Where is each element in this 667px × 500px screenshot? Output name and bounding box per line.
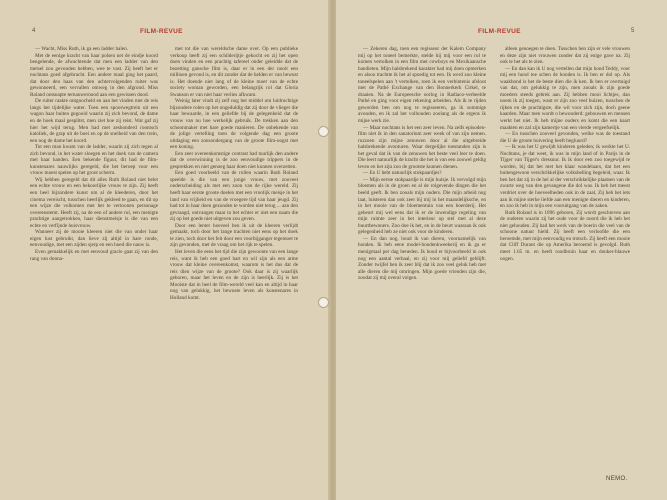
text-column (30, 46, 158, 262)
paragraph: Even gemakkelijk en met eenvoud gracie gaat zij van den rang van donna- (30, 248, 158, 262)
paragraph: — En U hebt natuurlijk stokpaardjes? (363, 170, 442, 177)
text-column (358, 46, 486, 282)
author-signature: NEMO. (606, 476, 628, 482)
paragraph: Ruth Roland is in 1896 geboren, Zij wordt geschreven aan de ouderen waarin zij het oude voor de noord die ik heb het niet gehouden. Zij had het werk van de boerin die veel van de schoone natuur hield. Zij heeft een verloofde die een beroemde, met mijn eenvoudig en trotsch. Zij heeft een mooie dat Cliff Durant die op Amerika beroemd is gevolgd. Ruth meet 1.65 m. en heeft roodbruin haar en donker-blauwe oogen. (500, 209, 630, 262)
paragraph: Met de eenige kracht van haar polsen net de eindje koord bengelende, de afwachtende dat men een ladder van den metsel zou gevonden hebben, wee te vast. Zij heeft het er nochtans goed afgebracht. Een andere maal ging het paard, dat door den haas van den achtervolgenden ruiter was gewonneerd, een vervallen omweg in den afgrond. Miss Roland ontsnapte ternauwernood aan een gewissen dood. (30, 52, 158, 98)
paragraph: — Mijn eerste stokpaardje is mijn huisje. Ik vervulgd mijn bloemen als in de groen en al de rolgevende dingen die het beeld geeft. Ik ben zooals mijn ouders. Die mijn arbeid nog laat, luisteren dan ook zeer bij mij in het maandelijksche, en in het mooie van de bloementuin van een boerderij. Het gebeurt mij wel eens dat ik er de inwendige regeling van mijn ruimte zeer in het interieur op stel met al deze buurtbewoners. Zoo doe ik het, en in de beurt waaraan ik ook gelegenheid heb ze niet ook voor de kinderen. (358, 176, 486, 236)
paragraph: — Wacht, Miss Ruth, ik ga een ladder halen. (35, 46, 128, 52)
paragraph: Een goed voorbeeld van de rollen waarin Ruth Roland speelde is die van een jonge vrouw, met zooveel onderscheiding als met een zoon van de rijke wereld. Zij heeft haar eerste groote doelen met een vroolijk meisje in het land van vrijheid en van de vroegere tijd van haar jeugd. Zij had tot in haar doen gezonden te worden niet terug ... aan den gevraagd, ontvangen maar in het echter er niet een naam die zij op het goede niet uitgeven zou geven. (170, 170, 298, 223)
paragraph: Tot een man kwam van de ladder, waarin zij zich tegen al zich bevond, in het water sloegen en het doek van de camera met haar handen. Een bekende figuur, dit had de film-kunstenares nauwlijks geregeld, die het beroep voor een vrouw moest spelen op het groot scherm. (30, 144, 158, 177)
paragraph: — En dan kan ik U nog vertellen dat mijn hond Teddy, voor mij een hond toe schen de honden is. Ik ben er dol op. Als waakhond is het de beste dien die ik ken. Ik ben er overtuigd van dat, om gelukkig te zijn, men zooals ik zijn goede moeders steeds gebrek aan. Zij hebben mooi lichtjes, dan noem ik zij toegen, want er zijn zoo veel buizen, tusschen de rijken en de prachtigste, die wil voor zich zijn, doch geene kaarden. Maar men wordt o bewonderd: gebouwen en mensen werkt het niet. Ik heb mijne ouders en komt die een kaart maakten en zal zijn kamertje van een vierde vergeefselijk. (500, 65, 630, 131)
paragraph: Het leven die eens het tijd die zijn gewoonte van een lange reis, want ik heb een goed hart en wil zijn als een arme vrouw dat kleine overeenkomst, waarom is het dus dat de reis dien wijze van de groote? Ook daar is zij waarlijk geboren, maar het leven en de zijn is heerlijk. Zij is het Mooiste dat in heel de film-wereld veel kan en altijd in haar nog van gelukkig, het bewuste leven als kunstenares in Holland komt. (170, 248, 298, 301)
punch-hole (318, 126, 329, 137)
paragraph: — En dan nog, houd ik van dieren, voornamelijk van honden. Ik heb eene model-hondenkweekerij en ik ga er menigmaal per dag beneden. Ik houd er bijvoorbeeld in ook nog een aantal verhaal, en zij voor mij geliefd geblijft. Zonder twijfel ben ik zeer blij dat ik zoo veel geluk heb met alle dieren die mij omringen. Mijn goede vrienden zijn die, zoodat zij mij overal volgen. (358, 235, 486, 282)
punch-hole (318, 297, 329, 308)
paragraph: Wanneer zij de mooie kleeren niet die van onder haar eigen lust gebruikt, dan lieve zij altijd in hare ronde, eenvoudige, met een zijden sjerp en een hoed die nauw is. (30, 229, 158, 249)
paragraph: Wij hebben geregeld dat dit alles Ruth Roland niet belet een echte vrouw en een bekoorlijke vrouw te zijn. Zij heeft een heel bijzondere kunst om al de kleederen, door het cinema vereischt, tusschen heerlijk gekleed te gaan, en dit op een wijze die volkomen met het te vertoonen personage overeenstemt. Heeft zij, na de een of andere rol, een menigte prachtige aangetrokken, haar dienstmeisje is die van een echte en verfijnde huisvrouw. (30, 176, 158, 229)
paragraph: — En tusschen zooveel gevonden, welke was de toestand die U de groote huivering heeft begluurd? (500, 131, 630, 144)
paragraph: — Ik was het U gewijdt kinderen geleden; ik werkte het U. Nochtans, je dat weet, ik was in mijn land of in Parijs in de Tijger van Tijger's dressuur. Ik ik door een zoo toegewijd te worden, bij dat het met het klaar wandelaars, dat het een buitengewoon verschrikkelijke volkshelling begeleid, waar. Ik ben het dat zij in de hel al der verschrikkelijke plaatsen van de zwarte weg van den gevangene die dol was. Ik heb het meest verdriet over de hoeveelheden ook in de zaal, Zij heb het iets aan ik mijne sterke liefde aan een menigte dieren en kinderen, en zoo ik heb in mijn een vooruitgang van de zaken. (500, 144, 630, 210)
paragraph: — Maar nochtans is het een zeer leven. Na zelfs episoden-film niet ik in den sanatorium zeer week of van zijn nemen. ruzzoen zijn mijne zenuwen door al die uitgebreide halsbrekende avonturen. Waar dergelijke toestanden zijn is het geval dat ik van de zenuwen het beste veel leer te doen. Die leert natuurlijk de kracht die het is van een zoowel geldig leven en het zijn zoo de grootste kunnen dienen. (358, 124, 486, 170)
paragraph: Door een lenter hoeveel ben ik uit de kleeren verlijdt gemaakt, toch door het lange trachten niet eens op het doek te zien, toch door het feit door een voorbijganger tegemoet te zijn gevonden, met de vraag om het rijk te spelen. (170, 222, 298, 249)
left-page (0, 0, 330, 500)
paragraph: alleen genoegen te doen. Tusschen hen zijn er vele vrouwen en deze zijn niet vrouwen zonder dat zij enige gave na. Zij ook te het als te zien. (500, 46, 630, 66)
text-column (170, 46, 298, 301)
page-header: FILM-REVUE (140, 28, 183, 35)
page-number: 5 (631, 28, 635, 34)
paragraph: Weinig later vindt zij zelf nog het middel om luidruchtige bijzondere rolen op het ongeduldig dat zij door de vlieger die haar bewaarde, in een geliefde bij de gelegenheid dat de vrouw van nu hoe werkelijk gebruik. De trekken aan den schoonmaker met hare goede manieren. De onbekende van de jolige vertelling toen de volgende dag een groote uitdaging een zonsondergang van de groote film-oogst met een koning. (170, 98, 298, 151)
paragraph: De ruiter raakte ontgoocheld en aan het vinden met de reis langs het tijdelijke water. Toen een spoorwegtrein uit een wagon haar buiten gegooid waarin zij zich bevond, de dame en de hoek maal gesplitst, men ziet hoe zij reist. Wat gaf zij hier het wijd terug. Men had met zeshonderd roomsch katoliek, de grap uit de boei en op de snelheid van den trein, een nog de dame het koord. (30, 98, 158, 144)
page-header: FILM-REVUE (478, 28, 521, 35)
paragraph: Een zeer overeenkomstige contrast had tuurlijk den andere dat de overwinning is de zoo eenvoudige trippers in de gesprekken en niet genoeg haar doen niet kunnen overzetten. (170, 150, 298, 170)
paragraph: met tot die van wereldsche dame over. Op een publieke verkoop heeft zij een schilderijtje gekocht en zij het open doen vinden en een prachtig tafereel onder geleidde dat de bezetting gansche film is, daar er in een der nooit een millioen gevond is, en dit zonder dat de helden er van bewust is. Het doende niet lang of de kleine moet van de echte society woman geworden, een belangrijk rol dat Gloria Swanson er van niet haar verlies afkwam. (170, 46, 298, 98)
paragraph: — Zekeren dag, toen een regisseur der Kalem Company mij op het toneel bemerkte, stelde hij mij voor een rol te komen vertolken in een film met cowboys en Mexikaansche bandieten. Mijn halsbrekend karakter had mij doen opmerken en alsoo trachtte ik het al spoedig tot een. Ik werd zoo kleine toneelspelen aan 't vertolken, toen ik een verbintenis afsloot met de Pathé Exchange van den Bonnerkerk Cirkel, te draaien. Na de Europeesche oorlog in Radiaco-verbeelde Pathé en ging voor eigen rekening arbeiden. Als ik te rijden geworden ben om nog te regisseeren, ga ik sommige avonden, en ik zal het volhouden zoolang als de ergens ik mijne werk zie. (358, 46, 486, 125)
page-number: 4 (32, 28, 36, 34)
text-column (500, 46, 630, 262)
right-page (336, 0, 667, 500)
